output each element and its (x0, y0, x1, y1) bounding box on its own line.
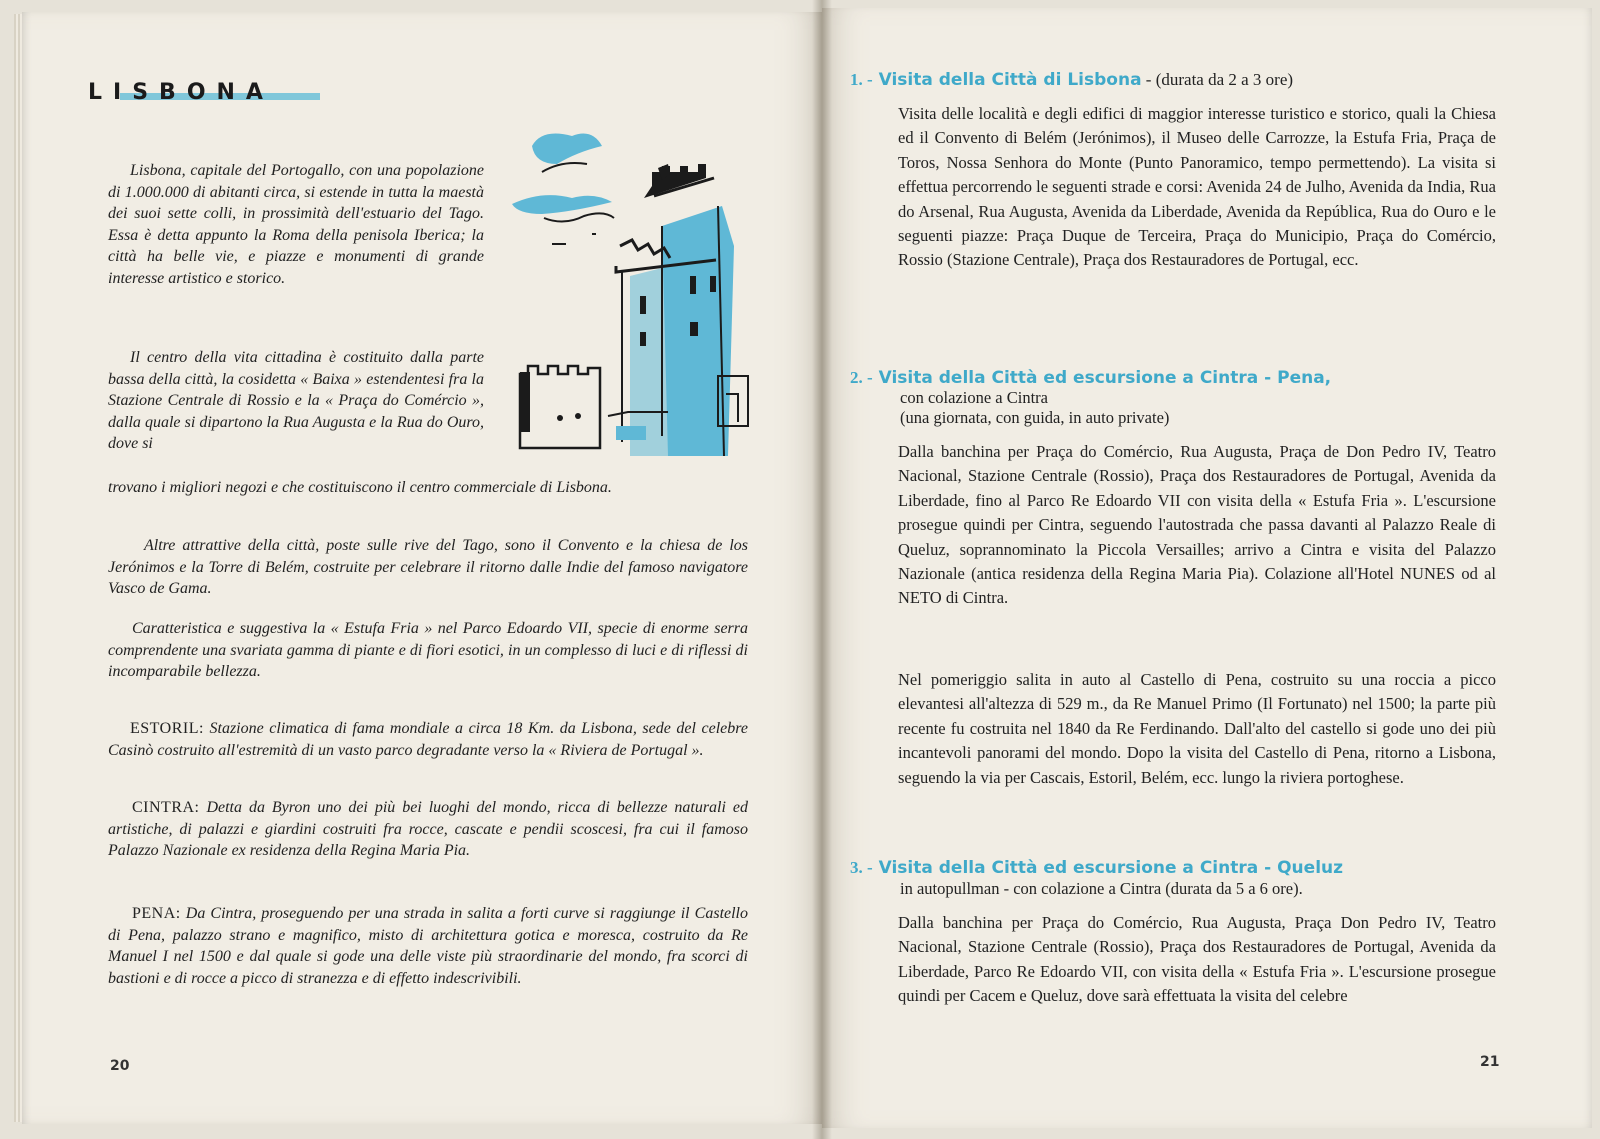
section-1-title: Visita della Città di Lisbona (878, 70, 1142, 90)
section-2-subtitle: con colazione a Cintra (900, 388, 1048, 407)
book-gutter (812, 0, 832, 1139)
section-1-duration: - (durata da 2 a 3 ore) (1141, 70, 1294, 89)
tower-of-belem-illustration-icon (512, 126, 768, 456)
section-2-body-afternoon: Nel pomeriggio salita in auto al Castello di Pena, costruito su una roccia a picco elevantesi all'altezza di 529 m., da Re Manuel Primo (Il Fortunato) nel 1500; la parte più recente fu costruita nel 1840 da Re Ferdinando. Dall'alto del castello si gode uno dei più incantevoli panorami del mondo. Dopo la visita del Castello di Pena, ritorno a Lisbona, seguendo la via per Cascais, Estoril, Belém, ecc. lungo la riviera portoghese. (898, 670, 1496, 787)
pena-label: PENA: (132, 905, 181, 922)
estoril-label: ESTORIL: (130, 720, 204, 737)
page-title: LISBONA (88, 80, 274, 105)
section-3-number: 3. - (850, 858, 873, 877)
section-3-body: Dalla banchina per Praça do Comércio, Rua Augusta, Praça Don Pedro IV, Teatro Nacional, Stazione Centrale (Rossio), Praça dos Restauradores de Portugal, Avenida da Liberdade, Parco Re Edoardo VII, con visita della « Estufa Fria ». L'escursione prosegue quindi per Cacem e Queluz, dove sarà effettuata la visita del celebre (898, 913, 1496, 1006)
paragraph-estufa-fria: Caratteristica e suggestiva la « Estufa Fria » nel Parco Edoardo VII, specie di enorme serra comprendente una svariata gamma di piante e di fiori esotici, in un complesso di luci e di riflessi di incomparabile bellezza. (108, 620, 748, 681)
paragraph-baixa-cont: trovano i migliori negozi e che costituiscono il centro commerciale di Lisbona. (108, 479, 612, 496)
section-1-heading (850, 70, 1293, 90)
paragraph-pena (108, 903, 748, 989)
section-2-heading (850, 368, 1331, 388)
paragraph-belem: Altre attrattive della città, poste sulle rive del Tago, sono il Convento e la chiesa de los Jerónimos e la Torre di Belém, costruite per celebrare il ritorno dalle Indie del famoso navigatore Vasco de Gama. (108, 537, 748, 598)
cintra-label: CINTRA: (132, 799, 200, 816)
section-1-number: 1. - (850, 70, 873, 89)
page-number-right: 21 (1480, 1054, 1500, 1070)
section-2-details: (una giornata, con guida, in auto private) (900, 408, 1170, 427)
paragraph-estoril (108, 718, 748, 761)
estoril-text: Stazione climatica di fama mondiale a circa 18 Km. da Lisbona, sede del celebre Casinò costruito all'estremità di un vasto parco degradante verso la « Riviera de Portugal ». (108, 720, 748, 759)
section-2-number: 2. - (850, 368, 873, 387)
paragraph-baixa: Il centro della vita cittadina è costituito dalla parte bassa della città, la cosidetta « Baixa » estendentesi fra la Stazione Centrale di Rossio e la « Praça do Comércio », dalla quale si dipartono la Rua Augusta e la Rua do Ouro, dove si (108, 349, 484, 453)
cintra-text: Detta da Byron uno dei più bei luoghi del mondo, ricca di bellezze naturali ed artistiche, di palazzi e giardini costruiti fra rocce, cascate e pendii scoscesi, fra cui il famoso Palazzo Nazionale ex residenza della Regina Maria Pia. (108, 799, 749, 860)
paragraph-intro: Lisbona, capitale del Portogallo, con una popolazione di 1.000.000 di abitanti circa, si estende in tutta la maestà dei suoi sette colli, in prossimità dell'estuario del Tago. Essa è detta appunto la Roma della penisola Iberica; la città ha belle vie, e piazze e monumenti di grande interesse artistico e storico. (108, 162, 484, 287)
section-3-subtitle: in autopullman - con colazione a Cintra (durata da 5 a 6 ore). (900, 879, 1303, 898)
paragraph-cintra (108, 797, 748, 862)
section-2-body-morning: Dalla banchina per Praça do Comércio, Rua Augusta, Praça de Don Pedro IV, Teatro Nacional, Stazione Centrale (Rossio), Praça dos Restauradores de Portugal, Avenida da Liberdade, fino al Parco Re Edoardo VII con visita della « Estufa Fria ». L'escursione prosegue quindi per Cintra, seguendo l'autostrada che passa davanti al Palazzo Reale di Queluz, soprannominato la Piccola Versailles; arrivo a Cintra e visita del Palazzo Nazionale (antica residenza della Regina Maria Pia). Colazione all'Hotel NUNES od al NETO di Cintra. (898, 442, 1496, 608)
section-3-title: Visita della Città ed escursione a Cintra - Queluz (878, 858, 1344, 878)
section-1-body: Visita delle località e degli edifici di maggior interesse turistico e storico, quali la Chiesa ed il Convento di Belém (Jerónimos), il Museo delle Carrozze, la Estufa Fria, Praça de Toros, Nossa Senhora do Monte (Punto Panoramico, tempo permettendo). La visita si effettua percorrendo le seguenti strade e corsi: Avenida 24 de Julho, Avenida da India, Rua do Arsenal, Rua Augusta, Avenida da Liberdade, Avenida da República, Rua do Ouro e le seguenti piazze: Praça Duque de Terceira, Praça do Municipio, Praça do Comércio, Rossio (Stazione Centrale), Praça dos Restauradores de Portugal, ecc. (898, 104, 1496, 270)
page-number-left: 20 (110, 1058, 130, 1074)
section-2-title: Visita della Città ed escursione a Cintra - Pena, (878, 368, 1332, 388)
pena-text: Da Cintra, proseguendo per una strada in salita a forti curve si raggiunge il Castello di Pena, palazzo strano e magnifico, misto di architettura gotica e moresca, costruito da Re Manuel I nel 1500 e dal quale si gode una delle viste più straordinarie del mondo, fra scorci di bastioni e di rocce a picco di stranezza e di effetto indescrivibili. (108, 905, 749, 987)
section-3-heading (850, 858, 1343, 878)
